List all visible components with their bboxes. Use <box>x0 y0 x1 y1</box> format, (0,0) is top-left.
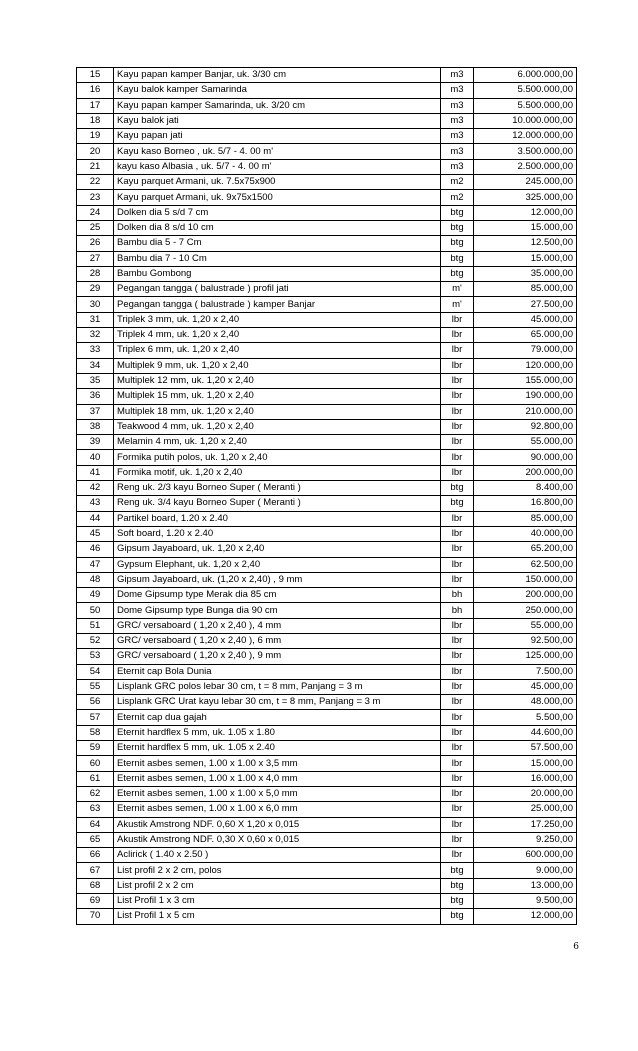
item-description: Kayu papan jati <box>114 129 441 144</box>
table-row <box>77 328 577 343</box>
item-price: 55.000,00 <box>474 435 577 450</box>
item-price: 12.000,00 <box>474 205 577 220</box>
item-description: Eternit hardflex 5 mm, uk. 1.05 x 2.40 <box>114 741 441 756</box>
table-row <box>77 511 577 526</box>
table-row <box>77 725 577 740</box>
table-row <box>77 802 577 817</box>
row-number: 18 <box>77 113 114 128</box>
item-description: Gipsum Jayaboard, uk. 1,20 x 2,40 <box>114 542 441 557</box>
item-price: 27.500,00 <box>474 297 577 312</box>
row-number: 60 <box>77 756 114 771</box>
item-description: Bambu dia 7 - 10 Cm <box>114 251 441 266</box>
item-unit: lbr <box>441 848 474 863</box>
item-description: Kayu parquet Armani, uk. 9x75x1500 <box>114 190 441 205</box>
item-price: 200.000,00 <box>474 588 577 603</box>
row-number: 38 <box>77 419 114 434</box>
item-price: 20.000,00 <box>474 786 577 801</box>
row-number: 28 <box>77 266 114 281</box>
row-number: 23 <box>77 190 114 205</box>
row-number: 63 <box>77 802 114 817</box>
row-number: 43 <box>77 496 114 511</box>
item-unit: lbr <box>441 741 474 756</box>
item-description: GRC/ versaboard ( 1,20 x 2,40 ), 9 mm <box>114 649 441 664</box>
item-description: Formika motif, uk. 1,20 x 2,40 <box>114 465 441 480</box>
row-number: 54 <box>77 664 114 679</box>
table-row <box>77 435 577 450</box>
item-unit: lbr <box>441 802 474 817</box>
item-unit: lbr <box>441 465 474 480</box>
item-price: 7.500,00 <box>474 664 577 679</box>
item-price: 45.000,00 <box>474 679 577 694</box>
item-description: Dolken dia 8 s/d 10 cm <box>114 220 441 235</box>
table-row <box>77 679 577 694</box>
item-unit: lbr <box>441 542 474 557</box>
item-description: Eternit asbes semen, 1.00 x 1.00 x 3,5 mm <box>114 756 441 771</box>
item-price: 25.000,00 <box>474 802 577 817</box>
item-unit: lbr <box>441 786 474 801</box>
item-price: 16.000,00 <box>474 771 577 786</box>
row-number: 27 <box>77 251 114 266</box>
row-number: 64 <box>77 817 114 832</box>
item-description: Pegangan tangga ( balustrade ) kamper Banjar <box>114 297 441 312</box>
item-price: 600.000,00 <box>474 848 577 863</box>
item-unit: btg <box>441 481 474 496</box>
table-row <box>77 450 577 465</box>
item-unit: lbr <box>441 343 474 358</box>
item-description: List profil 2 x 2 cm, polos <box>114 863 441 878</box>
item-unit: btg <box>441 266 474 281</box>
row-number: 47 <box>77 557 114 572</box>
table-row <box>77 404 577 419</box>
table-row <box>77 236 577 251</box>
item-price: 65.200,00 <box>474 542 577 557</box>
item-price: 79.000,00 <box>474 343 577 358</box>
table-row <box>77 419 577 434</box>
row-number: 20 <box>77 144 114 159</box>
item-unit: m3 <box>441 98 474 113</box>
item-price: 5.500,00 <box>474 710 577 725</box>
item-price: 155.000,00 <box>474 373 577 388</box>
row-number: 62 <box>77 786 114 801</box>
item-description: Multiplek 9 mm, uk. 1,20 x 2,40 <box>114 358 441 373</box>
row-number: 50 <box>77 603 114 618</box>
table-row <box>77 756 577 771</box>
item-unit: btg <box>441 863 474 878</box>
row-number: 24 <box>77 205 114 220</box>
item-description: Eternit cap Bola Dunia <box>114 664 441 679</box>
table-row <box>77 144 577 159</box>
item-unit: lbr <box>441 419 474 434</box>
item-unit: btg <box>441 251 474 266</box>
table-row <box>77 129 577 144</box>
item-description: kayu kaso Albasia , uk. 5/7 - 4. 00 m' <box>114 159 441 174</box>
item-description: Akustik Amstrong NDF. 0,60 X 1,20 x 0,015 <box>114 817 441 832</box>
item-description: Akustik Amstrong NDF. 0,30 X 0,60 x 0,015 <box>114 832 441 847</box>
item-description: Lisplank GRC Urat kayu lebar 30 cm, t = 8 mm, Panjang = 3 m <box>114 695 441 710</box>
item-price: 15.000,00 <box>474 756 577 771</box>
item-price: 35.000,00 <box>474 266 577 281</box>
item-description: Triplek 4 mm, uk. 1,20 x 2,40 <box>114 328 441 343</box>
item-price: 45.000,00 <box>474 312 577 327</box>
table-row <box>77 83 577 98</box>
item-price: 9.500,00 <box>474 894 577 909</box>
row-number: 21 <box>77 159 114 174</box>
item-price: 62.500,00 <box>474 557 577 572</box>
row-number: 40 <box>77 450 114 465</box>
table-row <box>77 481 577 496</box>
item-unit: btg <box>441 236 474 251</box>
table-row <box>77 863 577 878</box>
item-description: Partikel board, 1.20 x 2.40 <box>114 511 441 526</box>
item-price: 10.000.000,00 <box>474 113 577 128</box>
item-unit: lbr <box>441 312 474 327</box>
item-unit: m3 <box>441 159 474 174</box>
item-description: Reng uk. 2/3 kayu Borneo Super ( Meranti ) <box>114 481 441 496</box>
item-price: 48.000,00 <box>474 695 577 710</box>
row-number: 65 <box>77 832 114 847</box>
item-price: 13.000,00 <box>474 878 577 893</box>
item-price: 90.000,00 <box>474 450 577 465</box>
table-row <box>77 695 577 710</box>
row-number: 57 <box>77 710 114 725</box>
table-row <box>77 282 577 297</box>
item-unit: lbr <box>441 572 474 587</box>
item-price: 15.000,00 <box>474 251 577 266</box>
item-description: Bambu Gombong <box>114 266 441 281</box>
table-row <box>77 664 577 679</box>
item-price: 15.000,00 <box>474 220 577 235</box>
table-row <box>77 832 577 847</box>
item-price: 92.500,00 <box>474 633 577 648</box>
item-description: Soft board, 1.20 x 2.40 <box>114 526 441 541</box>
item-unit: lbr <box>441 450 474 465</box>
item-unit: lbr <box>441 695 474 710</box>
item-price: 57.500,00 <box>474 741 577 756</box>
table-row <box>77 848 577 863</box>
item-unit: lbr <box>441 618 474 633</box>
table-row <box>77 542 577 557</box>
item-price: 12.000.000,00 <box>474 129 577 144</box>
item-price: 12.000,00 <box>474 909 577 924</box>
item-description: Gipsum Jayaboard, uk. (1,20 x 2,40) , 9 mm <box>114 572 441 587</box>
item-unit: lbr <box>441 756 474 771</box>
item-price: 44.600,00 <box>474 725 577 740</box>
item-price: 6.000.000,00 <box>474 68 577 83</box>
row-number: 48 <box>77 572 114 587</box>
item-description: Pegangan tangga ( balustrade ) profil jati <box>114 282 441 297</box>
item-description: Eternit asbes semen, 1.00 x 1.00 x 4,0 mm <box>114 771 441 786</box>
price-table-body <box>77 68 577 925</box>
item-price: 17.250,00 <box>474 817 577 832</box>
item-price: 5.500.000,00 <box>474 98 577 113</box>
item-price: 210.000,00 <box>474 404 577 419</box>
item-price: 5.500.000,00 <box>474 83 577 98</box>
item-description: Triplek 3 mm, uk. 1,20 x 2,40 <box>114 312 441 327</box>
item-unit: lbr <box>441 435 474 450</box>
item-description: GRC/ versaboard ( 1,20 x 2,40 ), 6 mm <box>114 633 441 648</box>
row-number: 26 <box>77 236 114 251</box>
item-unit: m' <box>441 282 474 297</box>
table-row <box>77 251 577 266</box>
table-row <box>77 572 577 587</box>
table-row <box>77 373 577 388</box>
table-row <box>77 741 577 756</box>
item-unit: bh <box>441 603 474 618</box>
item-unit: lbr <box>441 725 474 740</box>
item-description: List Profil 1 x 5 cm <box>114 909 441 924</box>
item-price: 65.000,00 <box>474 328 577 343</box>
row-number: 44 <box>77 511 114 526</box>
table-row <box>77 557 577 572</box>
item-description: Eternit asbes semen, 1.00 x 1.00 x 6,0 mm <box>114 802 441 817</box>
table-row <box>77 710 577 725</box>
item-unit: lbr <box>441 404 474 419</box>
row-number: 52 <box>77 633 114 648</box>
item-unit: btg <box>441 894 474 909</box>
table-row <box>77 603 577 618</box>
row-number: 29 <box>77 282 114 297</box>
item-description: Kayu kaso Borneo , uk. 5/7 - 4. 00 m' <box>114 144 441 159</box>
item-price: 16.800,00 <box>474 496 577 511</box>
table-row <box>77 588 577 603</box>
item-unit: m3 <box>441 68 474 83</box>
item-description: Kayu papan kamper Samarinda, uk. 3/20 cm <box>114 98 441 113</box>
item-price: 85.000,00 <box>474 511 577 526</box>
item-description: Eternit cap dua gajah <box>114 710 441 725</box>
item-description: Formika putih polos, uk. 1,20 x 2,40 <box>114 450 441 465</box>
item-description: List profil 2 x 2 cm <box>114 878 441 893</box>
table-row <box>77 205 577 220</box>
item-unit: lbr <box>441 389 474 404</box>
table-row <box>77 649 577 664</box>
table-row <box>77 633 577 648</box>
row-number: 17 <box>77 98 114 113</box>
page-number: 6 <box>573 942 579 952</box>
item-description: Dome Gipsump type Bunga dia 90 cm <box>114 603 441 618</box>
item-description: Gypsum Elephant, uk. 1,20 x 2,40 <box>114 557 441 572</box>
table-row <box>77 159 577 174</box>
item-description: Dolken dia 5 s/d 7 cm <box>114 205 441 220</box>
item-description: Bambu dia 5 - 7 Cm <box>114 236 441 251</box>
row-number: 59 <box>77 741 114 756</box>
table-row <box>77 878 577 893</box>
item-description: Eternit asbes semen, 1.00 x 1.00 x 5,0 mm <box>114 786 441 801</box>
item-unit: m3 <box>441 113 474 128</box>
item-price: 325.000,00 <box>474 190 577 205</box>
row-number: 25 <box>77 220 114 235</box>
row-number: 31 <box>77 312 114 327</box>
row-number: 67 <box>77 863 114 878</box>
item-description: Dome Gipsump type Merak dia 85 cm <box>114 588 441 603</box>
item-description: Multiplek 15 mm, uk. 1,20 x 2,40 <box>114 389 441 404</box>
item-unit: lbr <box>441 817 474 832</box>
table-row <box>77 297 577 312</box>
item-description: List Profil 1 x 3 cm <box>114 894 441 909</box>
row-number: 19 <box>77 129 114 144</box>
item-unit: lbr <box>441 358 474 373</box>
item-unit: m2 <box>441 190 474 205</box>
price-table <box>76 67 577 925</box>
item-price: 8.400,00 <box>474 481 577 496</box>
row-number: 56 <box>77 695 114 710</box>
item-price: 92.800,00 <box>474 419 577 434</box>
item-unit: lbr <box>441 373 474 388</box>
row-number: 35 <box>77 373 114 388</box>
row-number: 36 <box>77 389 114 404</box>
item-description: Teakwood 4 mm, uk. 1,20 x 2,40 <box>114 419 441 434</box>
row-number: 58 <box>77 725 114 740</box>
item-description: Multiplek 12 mm, uk. 1,20 x 2,40 <box>114 373 441 388</box>
table-row <box>77 496 577 511</box>
item-unit: lbr <box>441 710 474 725</box>
item-unit: lbr <box>441 511 474 526</box>
row-number: 39 <box>77 435 114 450</box>
item-unit: m3 <box>441 129 474 144</box>
item-unit: lbr <box>441 649 474 664</box>
table-row <box>77 526 577 541</box>
item-price: 85.000,00 <box>474 282 577 297</box>
item-description: Multiplek 18 mm, uk. 1,20 x 2,40 <box>114 404 441 419</box>
row-number: 22 <box>77 175 114 190</box>
item-description: Reng uk. 3/4 kayu Borneo Super ( Meranti ) <box>114 496 441 511</box>
item-description: Lisplank GRC polos lebar 30 cm, t = 8 mm, Panjang = 3 m <box>114 679 441 694</box>
item-unit: btg <box>441 909 474 924</box>
row-number: 49 <box>77 588 114 603</box>
row-number: 37 <box>77 404 114 419</box>
row-number: 70 <box>77 909 114 924</box>
item-unit: btg <box>441 220 474 235</box>
item-unit: lbr <box>441 633 474 648</box>
item-price: 40.000,00 <box>474 526 577 541</box>
item-unit: lbr <box>441 526 474 541</box>
row-number: 53 <box>77 649 114 664</box>
item-unit: btg <box>441 496 474 511</box>
table-row <box>77 98 577 113</box>
item-description: GRC/ versaboard ( 1,20 x 2,40 ), 4 mm <box>114 618 441 633</box>
table-row <box>77 343 577 358</box>
item-unit: lbr <box>441 664 474 679</box>
row-number: 51 <box>77 618 114 633</box>
item-description: Kayu parquet Armani, uk. 7.5x75x900 <box>114 175 441 190</box>
item-unit: btg <box>441 878 474 893</box>
row-number: 42 <box>77 481 114 496</box>
table-row <box>77 817 577 832</box>
item-price: 125.000,00 <box>474 649 577 664</box>
row-number: 34 <box>77 358 114 373</box>
row-number: 69 <box>77 894 114 909</box>
item-price: 2.500.000,00 <box>474 159 577 174</box>
table-row <box>77 220 577 235</box>
row-number: 46 <box>77 542 114 557</box>
item-price: 9.000,00 <box>474 863 577 878</box>
row-number: 41 <box>77 465 114 480</box>
row-number: 16 <box>77 83 114 98</box>
item-price: 190.000,00 <box>474 389 577 404</box>
table-row <box>77 312 577 327</box>
row-number: 61 <box>77 771 114 786</box>
table-row <box>77 909 577 924</box>
row-number: 15 <box>77 68 114 83</box>
table-row <box>77 618 577 633</box>
item-description: Melamin 4 mm, uk. 1,20 x 2,40 <box>114 435 441 450</box>
item-unit: btg <box>441 205 474 220</box>
item-unit: lbr <box>441 679 474 694</box>
item-price: 3.500.000,00 <box>474 144 577 159</box>
row-number: 55 <box>77 679 114 694</box>
row-number: 66 <box>77 848 114 863</box>
item-unit: m' <box>441 297 474 312</box>
table-row <box>77 771 577 786</box>
item-description: Kayu balok kamper Samarinda <box>114 83 441 98</box>
item-unit: lbr <box>441 328 474 343</box>
table-row <box>77 68 577 83</box>
item-price: 200.000,00 <box>474 465 577 480</box>
row-number: 68 <box>77 878 114 893</box>
table-row <box>77 894 577 909</box>
item-price: 12.500,00 <box>474 236 577 251</box>
table-row <box>77 175 577 190</box>
item-price: 250.000,00 <box>474 603 577 618</box>
item-unit: m2 <box>441 175 474 190</box>
row-number: 30 <box>77 297 114 312</box>
item-unit: m3 <box>441 83 474 98</box>
item-description: Triplex 6 mm, uk. 1,20 x 2,40 <box>114 343 441 358</box>
row-number: 32 <box>77 328 114 343</box>
row-number: 45 <box>77 526 114 541</box>
table-row <box>77 113 577 128</box>
table-row <box>77 190 577 205</box>
item-description: Kayu papan kamper Banjar, uk. 3/30 cm <box>114 68 441 83</box>
item-description: Kayu balok jati <box>114 113 441 128</box>
row-number: 33 <box>77 343 114 358</box>
table-row <box>77 389 577 404</box>
item-price: 55.000,00 <box>474 618 577 633</box>
table-row <box>77 786 577 801</box>
item-description: Eternit hardflex 5 mm, uk. 1.05 x 1.80 <box>114 725 441 740</box>
item-price: 245.000,00 <box>474 175 577 190</box>
item-unit: m3 <box>441 144 474 159</box>
item-unit: lbr <box>441 771 474 786</box>
item-description: Aclirick ( 1.40 x 2.50 ) <box>114 848 441 863</box>
item-price: 120.000,00 <box>474 358 577 373</box>
item-unit: lbr <box>441 557 474 572</box>
item-unit: lbr <box>441 832 474 847</box>
item-price: 150.000,00 <box>474 572 577 587</box>
table-row <box>77 266 577 281</box>
table-row <box>77 358 577 373</box>
table-row <box>77 465 577 480</box>
item-price: 9.250,00 <box>474 832 577 847</box>
item-unit: bh <box>441 588 474 603</box>
